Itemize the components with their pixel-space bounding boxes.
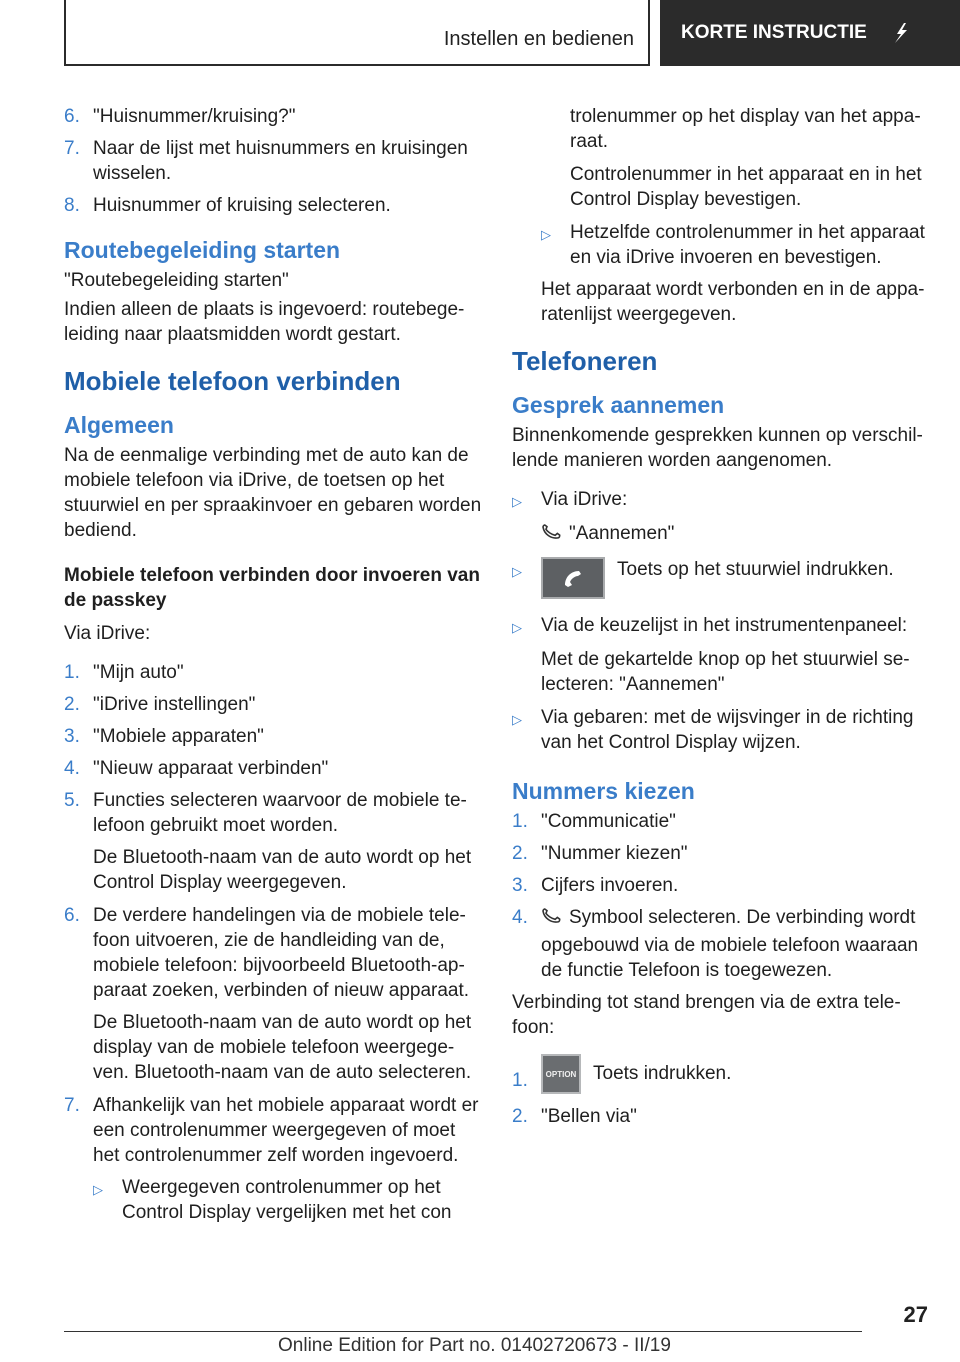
bullet-item: ▷ Via gebaren: met de wijsvinger in de richting van het Control Display wijzen. (512, 707, 914, 753)
continued-text: trolenummer op het display van het apparaat. (570, 106, 921, 152)
header-section-title: Instellen en bedienen (443, 28, 634, 50)
general-paragraph: Na de eenmalige verbinding met de auto kan de mobiele telefoon via iDrive, de toetsen op het stuurwiel en per spraakinvoer en gebaren worden bediend. (64, 445, 482, 541)
bullet-triangle-icon: ▷ (512, 620, 522, 635)
option-button-icon: OPTION (541, 1054, 581, 1094)
extra-phone-paragraph: Verbinding tot stand brengen via de extra telefoon: (512, 992, 901, 1038)
continued-paragraph: Controlenummer in het apparaat en in het Control Display bevestigen. (570, 164, 922, 210)
list-item: 4. Symbool selecteren. De verbinding wordt opgebouwd via de mobiele telefoon waaraan de functie Telefoon is toegewezen. (512, 907, 919, 981)
mobile-heading: Mobiele telefoon verbinden (64, 366, 401, 396)
bullet-triangle-icon: ▷ (512, 564, 522, 579)
dial-heading: Nummers kiezen (512, 778, 695, 804)
footer-edition: Online Edition for Part no. 01402720673 - II/19 (278, 1335, 671, 1356)
connected-paragraph: Het apparaat wordt verbonden en in de apparatenlijst weergegeven. (541, 279, 925, 325)
general-heading: Algemeen (64, 412, 174, 438)
phone-handset-icon (541, 906, 561, 933)
list-item: 2. "Bellen via" (512, 1106, 637, 1127)
bullet-triangle-icon: ▷ (512, 712, 522, 727)
lightning-bolt-icon (891, 22, 911, 44)
list-item: 1. "Mijn auto" (64, 662, 184, 683)
via-idrive-label: Via iDrive: (64, 623, 151, 644)
bullet-item: ▷ Via iDrive: (512, 487, 932, 514)
phone-heading: Telefoneren (512, 346, 658, 376)
list-item: 5. Functies selecteren waarvoor de mobiele telefoon gebruikt moet worden. (64, 790, 467, 836)
bullet-sub: Met de gekartelde knop op het stuurwiel selecteren: "Aannemen" (541, 649, 910, 695)
list-item: 7. Naar de lijst met huisnummers en kruisingen wisselen. (64, 138, 468, 184)
bullet-triangle-icon: ▷ (93, 1182, 103, 1197)
bullet-item: ▷ Hetzelfde controlenummer in het apparaat en via iDrive invoeren en bevestigen. (541, 222, 925, 268)
bullet-triangle-icon: ▷ (512, 494, 522, 509)
list-item: 3. "Mobiele apparaten" (64, 726, 264, 747)
right-column (512, 104, 932, 1136)
passkey-heading: Mobiele telefoon verbinden door invoeren van de passkey (64, 565, 480, 611)
list-item: 3. Cijfers invoeren. (512, 875, 679, 896)
step-note: De Bluetooth-naam van de auto wordt op het Control Display weergegeven. (93, 847, 472, 893)
list-item: 1. "Communicatie" (512, 811, 676, 832)
list-item: 8. Huisnummer of kruising selecteren. (64, 195, 391, 216)
route-heading: Routebegeleiding starten (64, 237, 341, 263)
bullet-triangle-icon: ▷ (541, 227, 551, 242)
steering-wheel-phone-button-icon (541, 557, 605, 599)
page-number: 27 (903, 1302, 928, 1327)
list-item: 7. Afhankelijk van het mobiele apparaat wordt er een controlenummer weergegeven of moet het controlenummer zelf worden ingevoerd. (64, 1095, 479, 1166)
list-item: 2. "Nummer kiezen" (512, 843, 688, 864)
header-chapter-tab[interactable] (660, 0, 960, 66)
answer-paragraph: Binnenkomende gesprekken kunnen op verschillende manieren worden aangenomen. (512, 425, 923, 471)
route-paragraph: "Routebegeleiding starten" (64, 270, 289, 291)
list-item: 2. "iDrive instellingen" (64, 694, 256, 715)
bullet-sub: "Aannemen" (541, 521, 932, 549)
list-item: 6. De verdere handelingen via de mobiele telefoon uitvoeren, zie de handleiding van de, mobiele telefoon: bijvoorbeeld Bluetooth-apparaat zoeken, verbinden of nieuw apparaat. (64, 905, 470, 1001)
header-chapter-label: KORTE INSTRUCTIE (681, 22, 867, 43)
route-paragraph: Indien alleen de plaats is ingevoerd: routebegeleiding naar plaatsmidden wordt gestart. (64, 299, 465, 345)
list-item: 4. "Nieuw apparaat verbinden" (64, 758, 329, 779)
list-item: 1. OPTION Toets indrukken. (512, 1054, 932, 1094)
list-item: 6. "Huisnummer/kruising?" (64, 106, 296, 127)
step-note: De Bluetooth-naam van de auto wordt op het display van de mobiele telefoon weergegeven. Bluetooth-naam van de auto selecteren. (93, 1012, 472, 1083)
left-column (64, 104, 482, 1232)
bullet-item: ▷ Via de keuzelijst in het instrumentenpaneel: (512, 613, 932, 640)
phone-handset-icon (541, 522, 561, 549)
bullet-item: ▷ Weergegeven controlenummer op het Control Display vergelijken met het con (93, 1177, 452, 1223)
footer-divider (64, 1331, 862, 1332)
bullet-item: ▷ Toets op het stuurwiel indrukken. (512, 557, 932, 599)
answer-heading: Gesprek aannemen (512, 392, 725, 418)
